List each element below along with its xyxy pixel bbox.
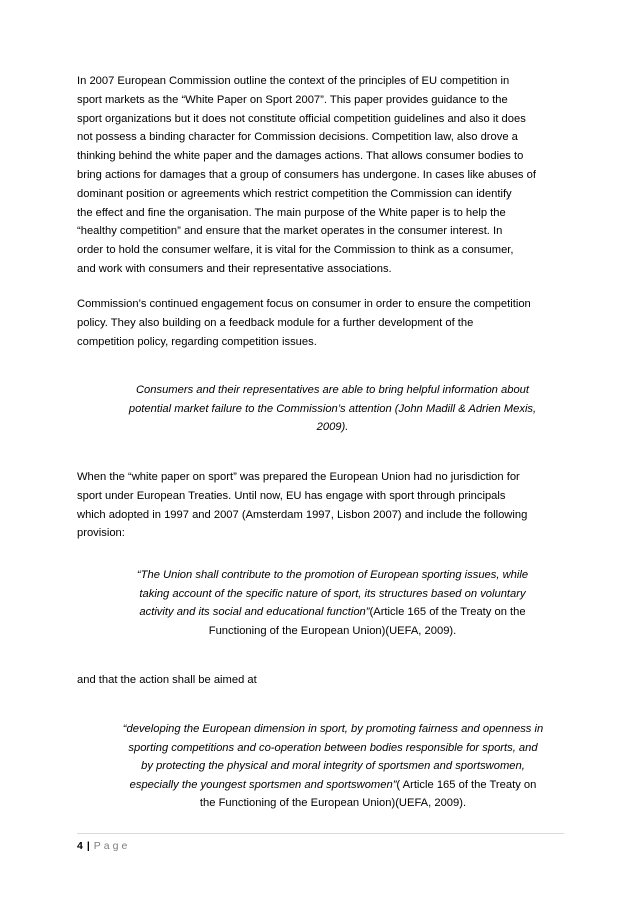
text-line: and work with consumers and their representative associations. — [77, 262, 392, 275]
citation-text: ( Article 165 of the Treaty on — [396, 778, 537, 791]
paragraph-commission-engagement — [77, 295, 564, 351]
text-line: sport organizations but it does not constitute official competition guidelines and also it does — [77, 112, 526, 125]
citation-line: Functioning of the European Union)(UEFA, 2009). — [208, 624, 457, 637]
paragraph-eu-commission-2007 — [77, 72, 564, 279]
page-label: Page — [93, 840, 131, 852]
text-line: not possess a binding character for Commission decisions. Competition law, also drove a — [77, 131, 518, 144]
block-quote-union-contribution — [110, 566, 555, 640]
text-line: When the “white paper on sport” was prepared the European Union had no jurisdiction for — [77, 471, 520, 483]
text-line: dominant position or agreements which restrict competition the Commission can identify — [77, 187, 512, 200]
footer-separator: | — [86, 840, 90, 852]
block-quote-european-dimension — [98, 720, 568, 813]
quote-line: Consumers and their representatives are able to bring helpful information about — [135, 384, 530, 396]
text-line: competition policy, regarding competition issues. — [77, 335, 317, 348]
quote-line: sporting competitions and co-operation between bodies responsible for sports, and — [128, 741, 538, 754]
paragraph-action-aimed — [77, 671, 564, 690]
quote-italic-text: especially the youngest sportsmen and sportswomen” — [129, 778, 397, 791]
quote-line — [98, 776, 568, 795]
citation-line: the Functioning of the European Union)(UEFA, 2009). — [199, 797, 467, 810]
paragraph-white-paper-jurisdiction — [77, 468, 564, 543]
text-line: order to hold the consumer welfare, it is vital for the Commission to think as a consumer, — [77, 244, 514, 257]
text-line: which adopted in 1997 and 2007 (Amsterdam 1997, Lisbon 2007) and include the following — [77, 508, 528, 521]
text-line: provision: — [77, 527, 125, 540]
quote-line: 2009). — [316, 421, 349, 434]
quote-line: potential market failure to the Commission’s attention (John Madill & Adrien Mexis, — [128, 402, 537, 415]
text-line: Commission’s continued engagement focus on consumer in order to ensure the competition — [77, 298, 531, 310]
text-line: sport markets as the “White Paper on Sport 2007”. This paper provides guidance to the — [77, 93, 508, 106]
text-line: the effect and fine the organisation. The main purpose of the White paper is to help the — [77, 206, 506, 219]
quote-italic-text: activity and its social and educational function” — [139, 606, 370, 619]
text-line: and that the action shall be aimed at — [77, 674, 257, 686]
text-line: thinking behind the white paper and the damages actions. That allows consumer bodies to — [77, 150, 524, 163]
block-quote-consumers — [110, 381, 555, 437]
footer-divider — [77, 833, 564, 834]
quote-line — [110, 603, 555, 622]
quote-line: taking account of the specific nature of sport, its structures based on voluntary — [139, 587, 526, 600]
page-number: 4 — [77, 840, 83, 852]
quote-line: “The Union shall contribute to the promotion of European sporting issues, while — [136, 569, 529, 581]
quote-line: by protecting the physical and moral integrity of sportsmen and sportswomen, — [141, 760, 525, 773]
page-footer — [77, 839, 130, 853]
text-line: sport under European Treaties. Until now, EU has engage with sport through principals — [77, 489, 506, 502]
text-line: In 2007 European Commission outline the context of the principles of EU competition in — [77, 75, 510, 87]
text-line: bring actions for damages that a group of consumers has undergone. In cases like abuses of — [77, 168, 536, 181]
text-line: “healthy competition” and ensure that the market operates in the consumer interest. In — [77, 225, 503, 238]
citation-text: (Article 165 of the Treaty on the — [369, 606, 526, 619]
text-line: policy. They also building on a feedback module for a further development of the — [77, 316, 474, 329]
quote-line: “developing the European dimension in sport, by promoting fairness and openness in — [122, 723, 544, 735]
